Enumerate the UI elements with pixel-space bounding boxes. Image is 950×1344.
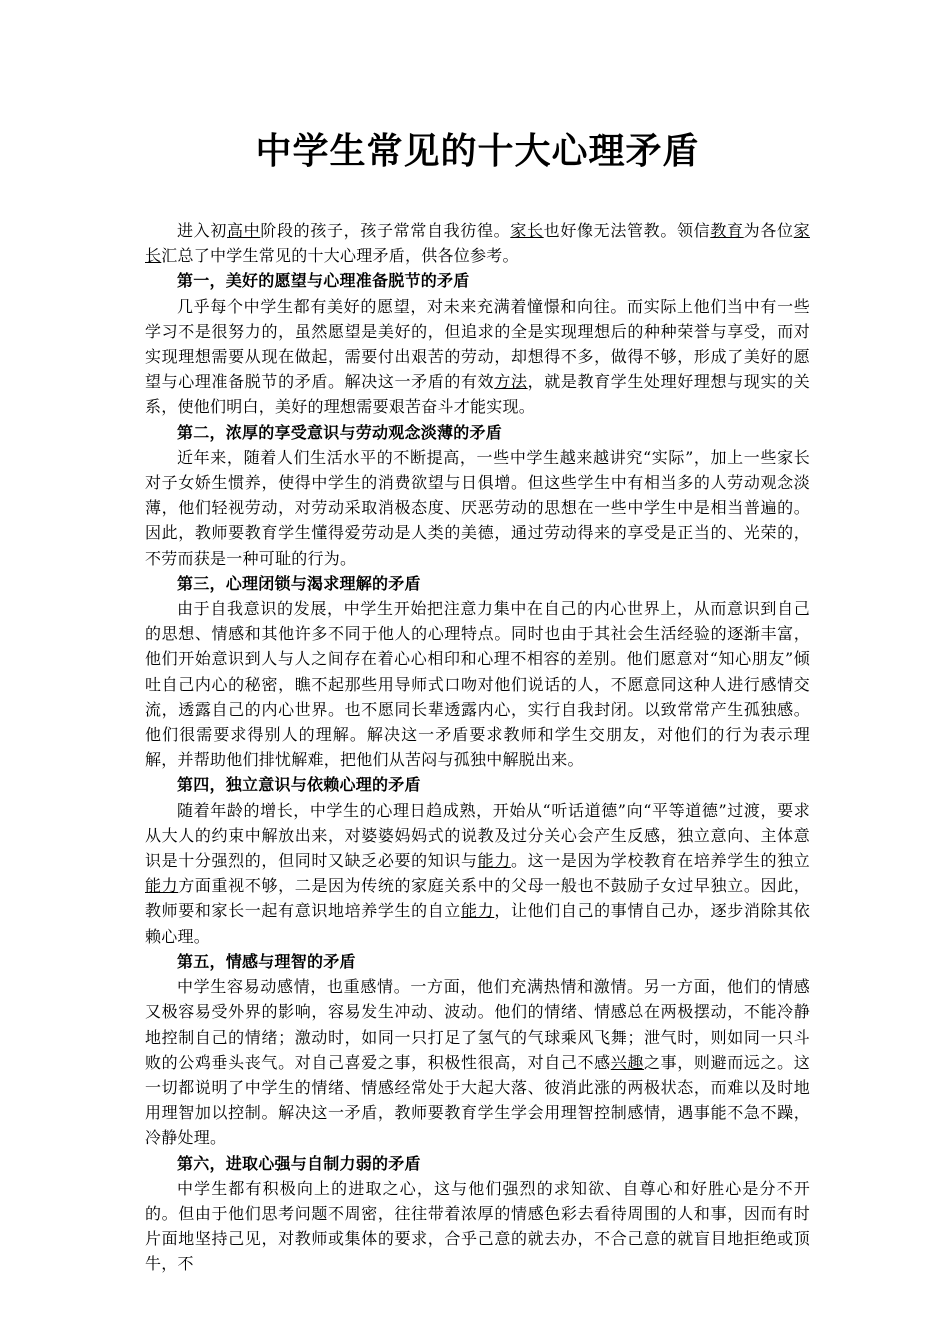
section-heading: 第五，情感与理智的矛盾 xyxy=(177,951,356,971)
inline-link[interactable]: 能力 xyxy=(477,851,511,871)
document-title: 中学生常见的十大心理矛盾 xyxy=(255,130,700,172)
inline-link[interactable]: 能力 xyxy=(461,901,495,921)
section-paragraph xyxy=(145,798,810,949)
text-run: 汇总了中学生常见的十大心理矛盾，供各位参考。 xyxy=(161,246,519,266)
text-run: 中学生容易动感情，也重感情。一方面，他们充满热情和激情。另一方面，他们的情感又极容易受外界的影响，容易发生冲动、波动。他们的情绪、情感总在两极摆动，不能冷静地控制自己的情绪；激动时，如同一只打足了氢气的气球乘风飞舞；泄气时，则如同一只斗败的公鸡垂头丧气。对自己喜爱之事，积极性很高，对自己不感 xyxy=(145,977,810,1072)
section-heading: 第四，独立意识与依赖心理的矛盾 xyxy=(177,775,421,795)
section-paragraph xyxy=(145,1176,810,1277)
section-heading: 第二，浓厚的享受意识与劳动观念淡薄的矛盾 xyxy=(177,422,503,442)
inline-link[interactable]: 高中 xyxy=(227,221,261,240)
text-run: 阶段的孩子，孩子常常自我彷徨。 xyxy=(260,221,511,240)
text-run: 近年来，随着人们生活水平的不断提高，一些中学生越来越讲究“实际”，加上一些家长对子女娇生惯养，使得中学生的消费欲望与日俱增。但这些学生中有相当多的人劳动观念淡薄，他们轻视劳动，对劳动采取消极态度、厌恶劳动的思想在一些中学生中是相当普遍的。因此，教师要教育学生懂得爱劳动是人类的美德，通过劳动得来的享受是正当的、光荣的，不劳而获是一种可耻的行为。 xyxy=(145,447,810,568)
text-run: ，让他们自己的事情自己办，逐步消除其依赖心理。 xyxy=(145,901,810,946)
text-run: 随着年龄的增长，中学生的心理日趋成熟，开始从“听话道德”向“平等道德”过渡，要求从大人的约束中解放出来，对婆婆妈妈式的说教及过分关心会产生反感，独立意向、主体意识是十分强烈的，但同时又缺乏必要的知识与 xyxy=(145,800,810,871)
text-run: 中学生都有积极向上的进取之心，这与他们强烈的求知欲、自尊心和好胜心是分不开的。但由于他们思考问题不周密，往往带着浓厚的情感色彩去看待周围的人和事，因而有时片面地坚持己见，对教师或集体的要求，合乎己意的就去办，不合己意的就盲目地拒绝或顶牛，不 xyxy=(145,1178,810,1274)
text-run: 进入初 xyxy=(177,221,227,240)
text-run: 为各位 xyxy=(743,221,794,240)
text-run: 几乎每个中学生都有美好的愿望，对未来充满着憧憬和向往。而实际上他们当中有一些学习不是很努力的，虽然愿望是美好的，但追求的全是实现理想后的种种荣誉与享受，而对实现理想需要从现在做起，需要付出艰苦的劳动，却想得不多，做得不够，形成了美好的愿望与心理准备脱节的矛盾。解决这一矛盾的有效 xyxy=(145,296,810,392)
inline-link[interactable]: 家长 xyxy=(145,221,810,266)
inline-link[interactable]: 方法 xyxy=(494,372,528,392)
section-heading: 第三，心理闭锁与渴求理解的矛盾 xyxy=(177,573,421,593)
text-run: ，就是教育学生处理好理想与现实的关系，使他们明白，美好的理想需要艰苦奋斗才能实现。 xyxy=(145,372,810,417)
text-run: 由于自我意识的发展，中学生开始把注意力集中在自己的内心世界上，从而意识到自己的思想、情感和其他许多不同于他人的心理特点。同时也由于其社会生活经验的逐渐丰富，他们开始意识到人与人之间存在着心心相印和心理不相容的差别。他们愿意对“知心朋友”倾吐自己内心的秘密，瞧不起那些用导师式口吻对他们说话的人，不愿意同这种人进行感情交流，透露自己的内心世界。也不愿同长辈透露内心，实行自我封闭。以致常常产生孤独感。他们很需要求得别人的理解。解决这一矛盾要求教师和学生交朋友，对他们的行为表示理解，并帮助他们排忧解难，把他们从苦闷与孤独中解脱出来。 xyxy=(145,599,810,770)
section-paragraph xyxy=(145,596,810,772)
inline-link[interactable]: 教育 xyxy=(710,221,744,240)
section-paragraph xyxy=(145,974,810,1150)
inline-link[interactable]: 兴趣 xyxy=(610,1052,645,1072)
text-run: 方面重视不够，二是因为传统的家庭关系中的父母一般也不鼓励子女过早独立。因此，教师要和家长一起有意识地培养学生的自立 xyxy=(145,876,810,921)
section-paragraph xyxy=(145,294,810,420)
text-run: 。这一是因为学校教育在培养学生的独立 xyxy=(510,851,810,871)
inline-link[interactable]: 能力 xyxy=(145,876,179,896)
section-heading: 第六，进取心强与自制力弱的矛盾 xyxy=(177,1153,421,1173)
section-heading: 第一，美好的愿望与心理准备脱节的矛盾 xyxy=(177,271,470,291)
inline-link[interactable]: 家长 xyxy=(510,221,544,240)
intro-paragraph xyxy=(145,218,810,268)
document-body xyxy=(145,218,810,1277)
text-run: 也好像无法管教。领信 xyxy=(543,221,711,240)
section-paragraph xyxy=(145,445,810,571)
text-run: 之事，则避而远之。这一切都说明了中学生的情绪、情感经常处于大起大落、彼消此涨的两极状态，而难以及时地用理智加以控制。解决这一矛盾，教师要教育学生学会用理智控制感情，遇事能不急不躁，冷静处理。 xyxy=(145,1052,810,1148)
